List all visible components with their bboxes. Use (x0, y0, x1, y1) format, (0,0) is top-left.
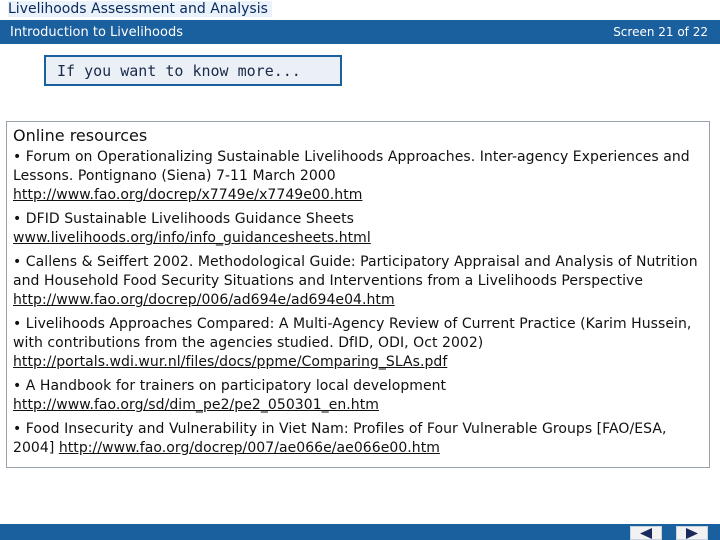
resource-text: • A Handbook for trainers on participatory local development (13, 378, 447, 394)
resource-link[interactable]: http://portals.wdi.wur.nl/files/docs/ppme/Comparing_SLAs.pdf (13, 354, 448, 370)
next-screen-button[interactable] (676, 526, 708, 540)
more-info-text: If you want to know more... (57, 62, 301, 80)
resource-link[interactable]: http://www.fao.org/sd/dim_pe2/pe2_050301_en.htm (13, 397, 379, 413)
resource-text: • DFID Sustainable Livelihoods Guidance Sheets (13, 211, 354, 227)
resources-heading: Online resources (13, 126, 148, 145)
header-bar (0, 20, 720, 44)
section-title: Introduction to Livelihoods (10, 25, 183, 40)
resource-link[interactable]: http://www.fao.org/docrep/007/ae066e/ae066e00.htm (58, 440, 440, 456)
resource-item (13, 253, 703, 310)
resource-text: • Food Insecurity and Vulnerability in Viet Nam: Profiles of Four Vulnerable Groups [FAO/ESA, 2004] (13, 421, 667, 456)
triangle-right-icon (685, 528, 699, 539)
resource-link[interactable]: http://www.fao.org/docrep/006/ad694e/ad694e04.htm (13, 292, 395, 308)
triangle-left-icon (639, 528, 653, 539)
resource-link[interactable]: www.livelihoods.org/info/info_guidancesheets.html (13, 230, 371, 246)
title-bar (0, 0, 720, 20)
app-title: Livelihoods Assessment and Analysis (8, 0, 272, 18)
resource-item (13, 210, 703, 248)
resource-item (13, 315, 703, 372)
resource-item (13, 420, 703, 458)
more-info-box (44, 55, 342, 86)
resource-item (13, 148, 703, 205)
resource-text: • Callens & Seiffert 2002. Methodological Guide: Participatory Appraisal and Analysis of Nutrition and Household Food Security Situations and Interventions from a Livelihoods Perspective (13, 254, 698, 289)
footer-bar (0, 524, 720, 540)
screen-counter: Screen 21 of 22 (613, 25, 708, 39)
previous-screen-button[interactable] (630, 526, 662, 540)
resource-item (13, 377, 703, 415)
resource-text: • Livelihoods Approaches Compared: A Multi-Agency Review of Current Practice (Karim Hussein, with contributions from the agencies studied. DfID, ODI, Oct 2002) (13, 316, 692, 351)
resources-panel (6, 121, 710, 468)
resource-text: • Forum on Operationalizing Sustainable Livelihoods Approaches. Inter-agency Experiences and Lessons. Pontignano (Siena) 7-11 March 2000 (13, 149, 690, 184)
resource-link[interactable]: http://www.fao.org/docrep/x7749e/x7749e00.htm (13, 187, 363, 203)
